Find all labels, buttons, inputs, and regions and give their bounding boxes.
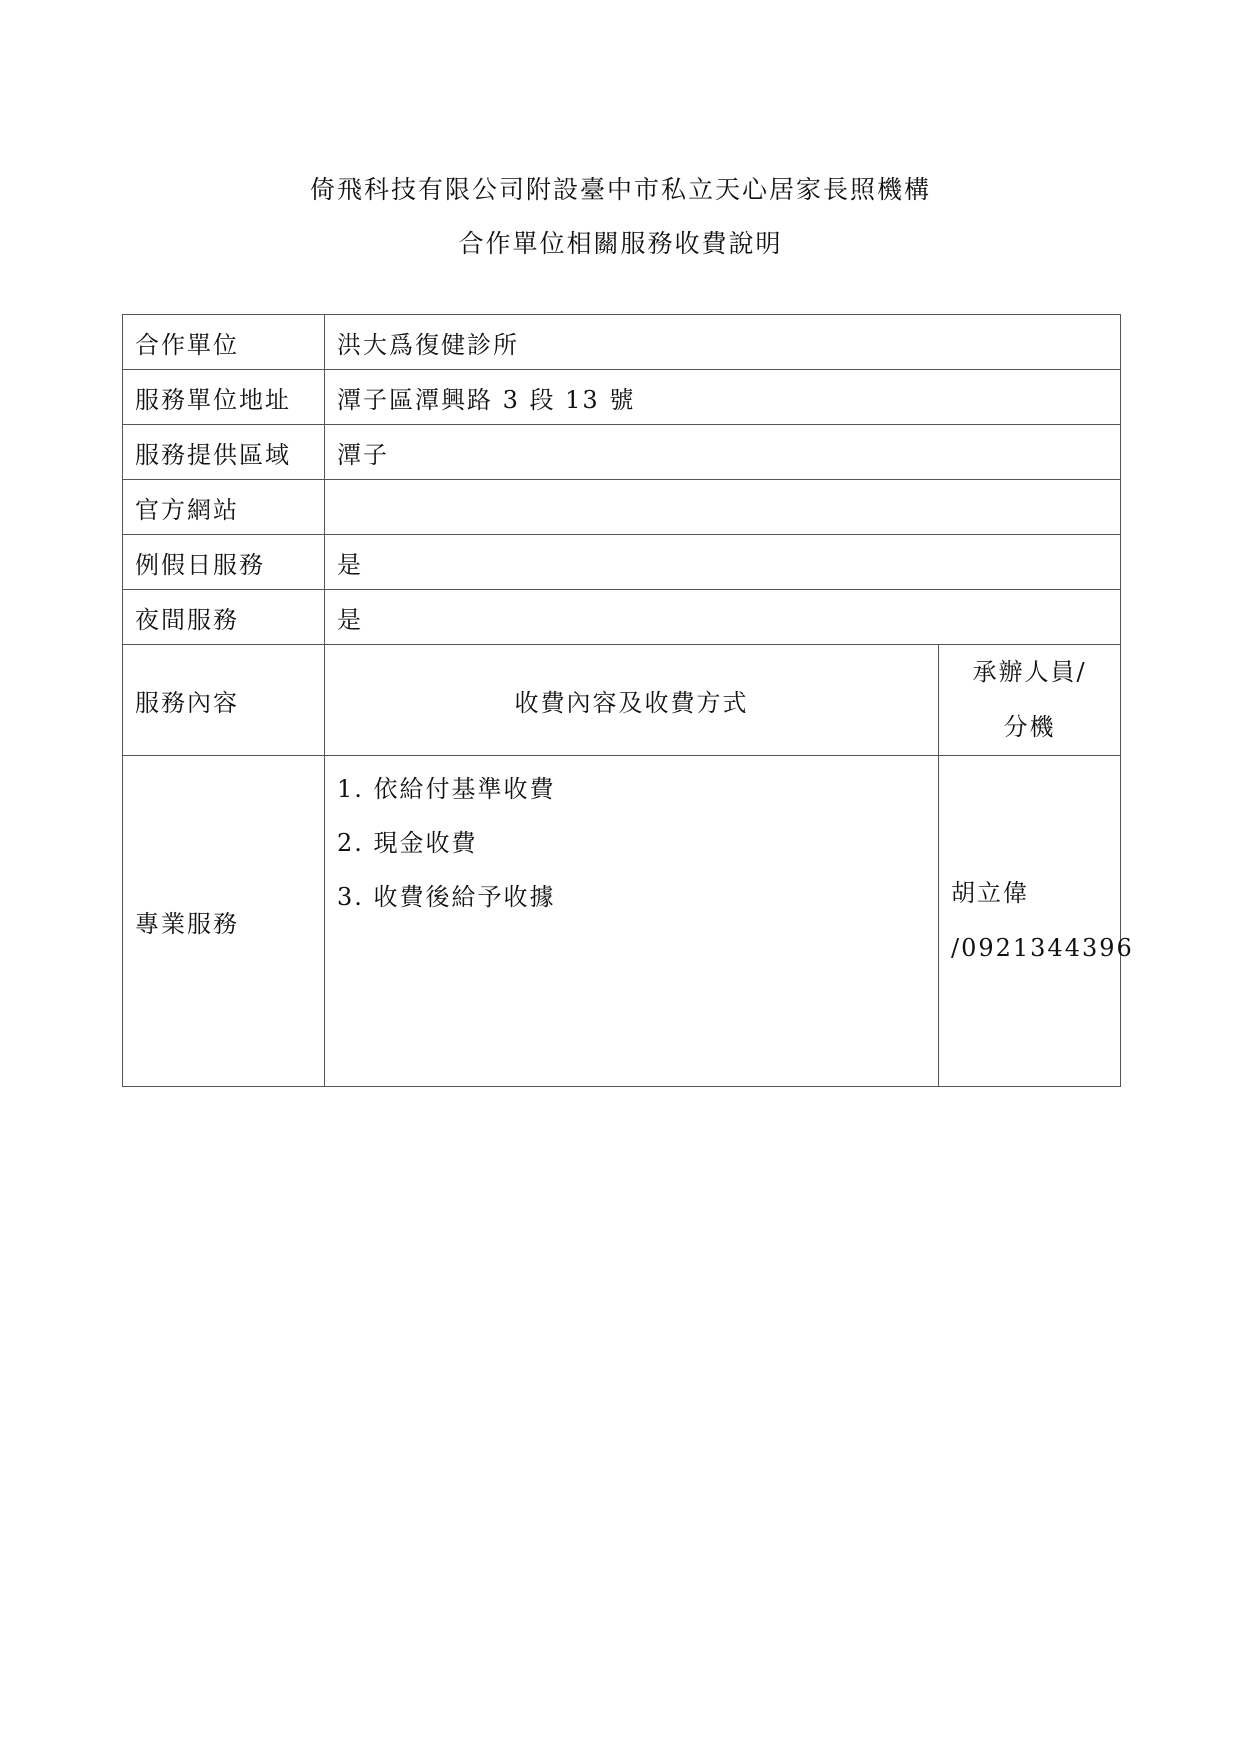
row-label: 夜間服務 <box>123 590 325 645</box>
contact-phone: /0921344396 <box>951 934 1134 962</box>
table-row <box>123 425 1121 480</box>
table-row <box>123 590 1121 645</box>
table-header-row <box>123 645 1121 756</box>
row-label: 服務提供區域 <box>123 425 325 480</box>
list-item: 3. 收費後給予收據 <box>337 883 556 911</box>
row-value: 洪大爲復健診所 <box>325 315 1121 370</box>
row-label: 例假日服務 <box>123 535 325 590</box>
table-row <box>123 480 1121 535</box>
row-label: 服務單位地址 <box>123 370 325 425</box>
header-contact <box>939 645 1121 756</box>
fee-list <box>325 756 939 1087</box>
row-value <box>325 480 1121 535</box>
row-value: 是 <box>325 590 1121 645</box>
table-row <box>123 535 1121 590</box>
row-label: 合作單位 <box>123 315 325 370</box>
document-subtitle: 合作單位相關服務收費說明 <box>458 229 783 258</box>
row-label: 官方網站 <box>123 480 325 535</box>
service-row <box>123 756 1121 1087</box>
table-row <box>123 370 1121 425</box>
table-row <box>123 315 1121 370</box>
list-item: 1. 依給付基準收費 <box>337 775 556 803</box>
service-info-table <box>122 314 1134 1087</box>
header-contact-line2: 分機 <box>1003 713 1056 741</box>
header-service-content: 服務內容 <box>123 645 325 756</box>
header-fee-method: 收費內容及收費方式 <box>325 645 939 756</box>
list-item: 2. 現金收費 <box>337 829 478 857</box>
row-value: 潭子區潭興路 3 段 13 號 <box>325 370 1121 425</box>
contact-name: 胡立偉 <box>951 879 1029 907</box>
row-value: 是 <box>325 535 1121 590</box>
contact-info <box>939 756 1134 1087</box>
row-value: 潭子 <box>325 425 1121 480</box>
header-contact-line1: 承辦人員/ <box>972 658 1087 686</box>
service-name: 專業服務 <box>123 756 325 1087</box>
document-title: 倚飛科技有限公司附設臺中市私立天心居家長照機構 <box>309 175 931 204</box>
